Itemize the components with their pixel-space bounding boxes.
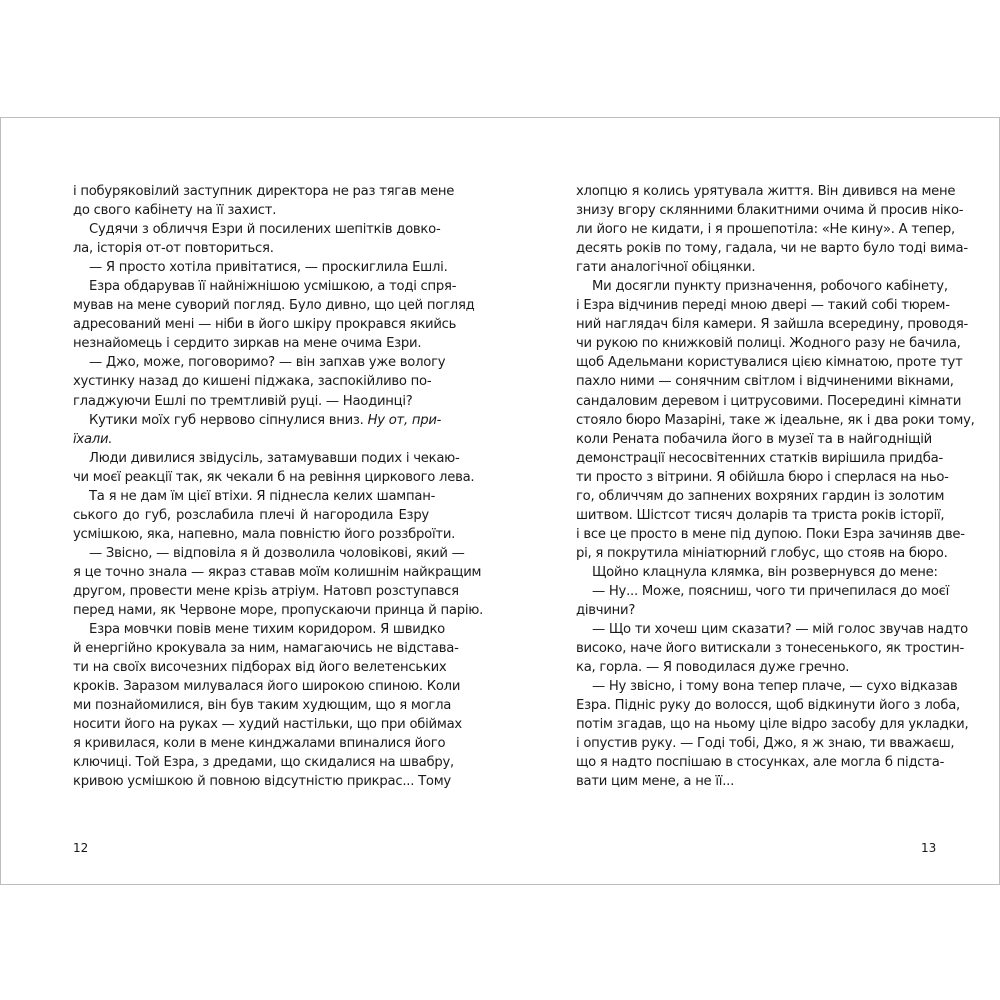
text-line: мував на мене суворий погляд. Було дивно, що цей погляд <box>73 298 475 314</box>
right-page-number: 13 <box>921 841 937 855</box>
text-line: десять років по тому, гадала, чи не варто було тоді вима- <box>576 241 968 257</box>
text-line: рі, я покрутила мініатюрний глобус, що стояв на бюро. <box>576 545 948 561</box>
text-line: незнайомець і сердито зиркав на мене очима Езри. <box>73 336 422 352</box>
text-line: шитвом. Шістсот тисяч доларів та триста років історії, <box>576 507 945 523</box>
text-line: потім згадав, що на ньому ціле відро засобу для укладки, <box>576 717 969 733</box>
left-page-body <box>73 182 484 792</box>
text-line: чи моєї реакції так, як чекали б на ревіння циркового лева. <box>73 469 475 485</box>
right-page-body <box>576 182 975 792</box>
text-line: я кривилася, коли в мене кинджалами впиналися його <box>73 736 446 752</box>
book-spread <box>0 117 1000 885</box>
italic-phrase: їхали. <box>73 431 113 447</box>
italic-phrase: Ну от, при- <box>367 412 442 428</box>
text-line: коли Рената побачила його в музеї та в найгодніщій <box>576 431 932 447</box>
text-line: Та я не дам їм цієї втіхи. Я піднесла келих шампан- <box>89 488 436 504</box>
text-line: Езра мовчки повів мене тихим коридором. Я швидко <box>89 622 445 638</box>
text-line: — Що ти хочеш цим сказати? — мій голос звучав надто <box>592 622 969 638</box>
text-line: — Джо, може, поговоримо? — він запхав уже вологу <box>89 355 446 371</box>
text-line: ти просто з вітрини. Я обійшла бюро і сперлася на ньо- <box>576 469 949 485</box>
text-line: ла, історія от-от повториться. <box>73 241 274 257</box>
text-line: дівчини? <box>576 603 636 619</box>
text-line: усмішкою, яка, напевно, мала повністю його роззброїти. <box>73 526 456 542</box>
text-line: і побуряковілий заступник директора не раз тягав мене <box>73 184 455 199</box>
text-line: до свого кабінету на її захист. <box>73 203 277 219</box>
text-line: гладжуючи Ешлі по тремтливій руці. — Наодинці? <box>73 393 413 409</box>
text-line: Щойно клацнула клямка, він розвернувся до мене: <box>592 564 938 580</box>
text-line: — Ну звісно, і тому вона тепер плаче, — сухо відказав <box>592 679 958 695</box>
text-line: і опустив руку. — Годі тобі, Джо, я ж знаю, ти вважаєш, <box>576 736 955 752</box>
text-line: ка, горла. — Я поводилася дуже гречно. <box>576 660 850 676</box>
text-line: Езра. Підніс руку до волосся, щоб відкинути його з лоба, <box>576 698 960 714</box>
text-line: адресований мені — ніби в його шкіру прокрався якийсь <box>73 317 457 333</box>
text-line: чи рукою по книжковій полиці. Жодного разу не бачила, <box>576 336 961 352</box>
text-line: знизу вгору склянними блакитними очима й просив ніко- <box>576 203 964 219</box>
text-line: і Езра відчинив переді мною двері — такий собі тюрем- <box>576 298 950 314</box>
text-line: — Я просто хотіла привітатися, — проскиглила Ешлі. <box>89 260 448 276</box>
text-line: вати цим мене, а не її... <box>576 774 735 790</box>
text-line: і все це просто в мене під дупою. Поки Езра зачиняв две- <box>576 526 965 542</box>
text-line: гати аналогічної обіцянки. <box>576 260 756 276</box>
text-line: перед нами, як Червоне море, пропускаючи принца й парію. <box>73 603 484 619</box>
text-line: щоб Адельмани користувалися цією кімнатою, проте тут <box>576 355 963 371</box>
text-line: ського до губ, розслабила плечі й нагородила Езру <box>73 507 429 523</box>
text-line <box>73 430 429 449</box>
text-line: Судячи з обличчя Езри й посилених шепітків довко- <box>89 222 441 238</box>
text-line: Ми досягли пункту призначення, робочого кабінету, <box>592 279 948 295</box>
text-line: кривою усмішкою й повною відсутністю прикрас... Тому <box>73 774 451 790</box>
text-line: Кутики моїх губ нервово сіпнулися вниз. Ну от, при- <box>89 412 442 428</box>
text-line: демонстрації несосвітенних статків вирішила придба- <box>576 450 944 466</box>
text-line: що я надто поспішаю в стосунках, але могла б підста- <box>576 755 945 771</box>
text-line: Люди дивилися звідусіль, затамувавши подих і чекаю- <box>89 450 460 466</box>
left-page-number: 12 <box>73 841 89 855</box>
text-line: го, обличчям до запнених вохряних гардин із золотим <box>576 488 945 504</box>
text-line: я це точно знала — якраз ставав моїм колишнім найкращим <box>73 564 482 580</box>
text-line: носити його на руках — худий настільки, що при обіймах <box>73 717 462 733</box>
text-line: кроків. Заразом милувалася його широкою спиною. Коли <box>73 679 461 695</box>
text-line: стояло бюро Мазаріні, таке ж ідеальне, як і два роки тому, <box>576 412 975 428</box>
text-line: — Ну... Може, поясниш, чого ти причепилася до моєї <box>592 583 950 599</box>
text-line: — Звісно, — відповіла я й дозволила чоловікові, який — <box>89 545 465 561</box>
text-line: ми познайомилися, він був таким худющим, що я могла <box>73 698 452 714</box>
text-line: хустинку назад до кишені піджака, заспокійливо по- <box>73 374 432 390</box>
text-line: другом, провести мене крізь атріум. Натовп розступався <box>73 583 459 599</box>
text-line: й енергійно крокувала за ним, намагаючись не відстава- <box>73 641 459 657</box>
text-line: сандаловим деревом і цитрусовими. Посередині кімнати <box>576 393 962 409</box>
text-line: ключиці. Той Езра, з дредами, що скидалися на швабру, <box>73 755 454 771</box>
text-line: ти на своїх височезних підборах від його велетенських <box>73 660 447 676</box>
text-line: хлопцю я колись урятувала життя. Він дивився на мене <box>576 184 956 199</box>
text-line: високо, наче його витискали з тонесенького, як тростин- <box>576 641 964 657</box>
text-line: ний наглядач біля камери. Я зайшла всередину, проводя- <box>576 317 969 333</box>
text-line: ли його не кидати, і я прошепотіла: «Не кину». А тепер, <box>576 222 955 238</box>
text-line: Езра обдарував її найніжнішою усмішкою, а тоді спря- <box>89 279 457 295</box>
text-line: пахло ними — сонячним світлом і відчиненими вікнами, <box>576 374 954 390</box>
